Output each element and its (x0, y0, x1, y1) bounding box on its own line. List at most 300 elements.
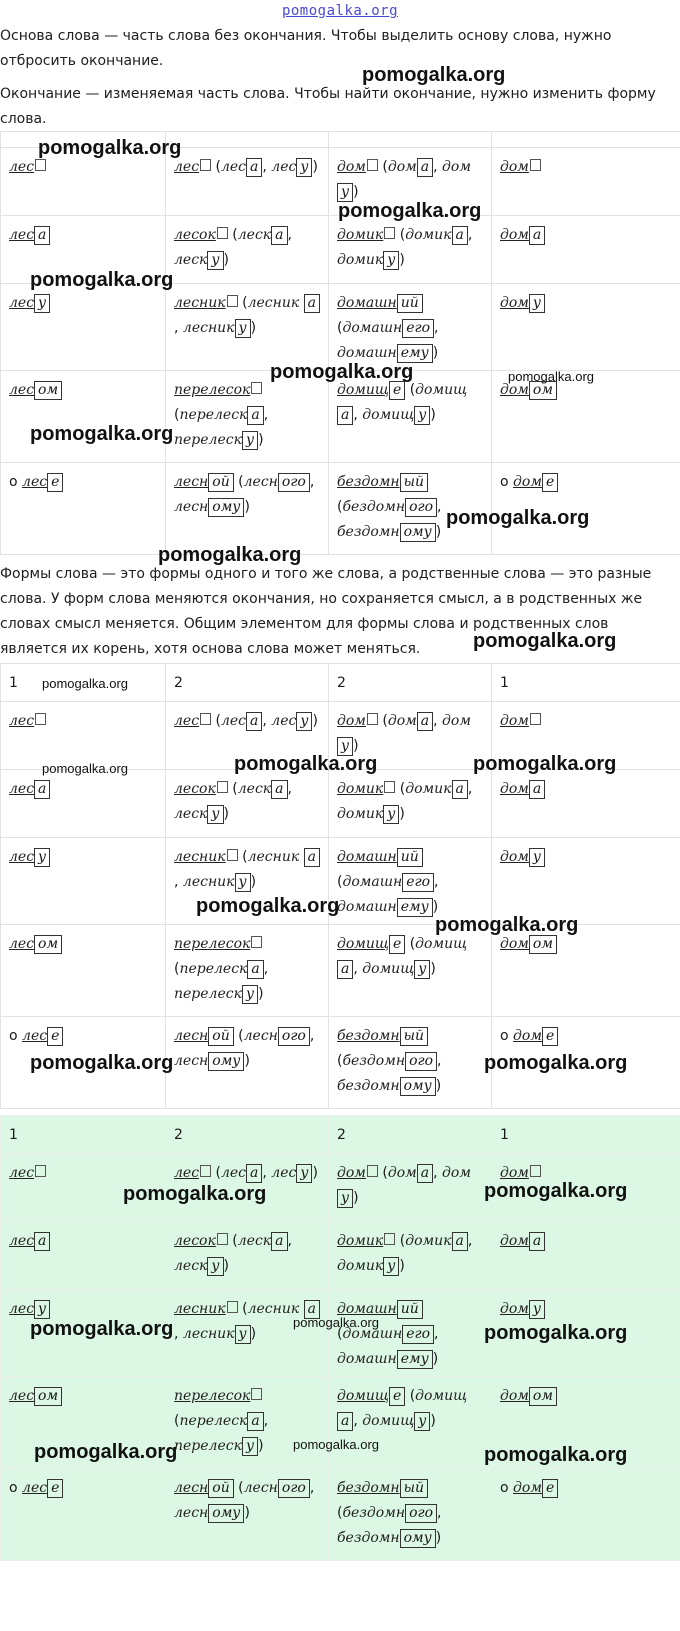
text: ) (432, 345, 439, 361)
word-table-2 (0, 663, 680, 1109)
table-cell (166, 284, 329, 371)
word-stem: лесник (182, 874, 235, 890)
watermark: pomogalka.org (270, 361, 414, 383)
text: , (174, 1326, 183, 1342)
zero-ending-box (217, 781, 228, 793)
ending-box: у (337, 737, 353, 756)
watermark: pomogalka.org (446, 507, 590, 529)
text: ) (430, 407, 436, 423)
table-cell (329, 770, 492, 838)
word-stem: домик (405, 1233, 452, 1249)
word-stem: лесок (174, 1233, 216, 1249)
table-row (1, 1222, 680, 1290)
word-stem: перелеск (179, 961, 248, 977)
text: ( (233, 1480, 244, 1496)
word-stem: дом (513, 474, 542, 490)
zero-ending-box (384, 227, 395, 239)
word-stem: лесник (247, 1301, 300, 1317)
ending-box: ему (397, 344, 433, 363)
word-stem: домищ (415, 1388, 468, 1404)
text: ) (399, 1258, 405, 1274)
text: ( (337, 499, 343, 515)
text: , (309, 474, 315, 490)
word-stem: домашн (342, 320, 403, 336)
text: ) (435, 1530, 442, 1546)
table-cell (166, 371, 329, 463)
ending-box: ом (34, 381, 62, 400)
word-stem: бездомн (342, 1505, 406, 1521)
zero-ending-box (200, 713, 211, 725)
ending-box: а (246, 158, 262, 177)
zero-ending-box (367, 1165, 378, 1177)
text: ( (227, 1233, 238, 1249)
watermark: pomogalka.org (30, 423, 174, 445)
text: , (434, 1326, 439, 1342)
text: ) (312, 713, 318, 729)
word-stem: лес (9, 295, 35, 311)
ending-box: у (337, 183, 353, 202)
ending-box: е (47, 1479, 63, 1498)
word-stem: перелесок (174, 936, 251, 952)
word-stem: лес (9, 227, 35, 243)
ending-box: у (235, 1325, 251, 1344)
word-stem: лесн (174, 1480, 209, 1496)
text: ) (435, 524, 442, 540)
table-cell (329, 1377, 492, 1469)
word-stem: перелеск (174, 1438, 242, 1454)
ending-box: у (414, 960, 430, 979)
watermark: pomogalka.org (484, 1444, 628, 1466)
zero-ending-box (227, 849, 238, 861)
text: , (174, 874, 183, 890)
ending-box: ому (208, 1504, 244, 1523)
table-row (1, 1469, 680, 1561)
word-stem: дом (442, 1165, 471, 1181)
text: , (467, 1233, 473, 1249)
table-cell (166, 463, 329, 555)
zero-ending-box (35, 1165, 46, 1177)
watermark: pomogalka.org (435, 914, 579, 936)
ending-box: ого (405, 1504, 437, 1523)
ending-box: у (242, 431, 258, 450)
ending-box: ого (278, 473, 310, 492)
header-cell: 1 (492, 664, 680, 702)
text: , (353, 1413, 363, 1429)
table-cell (166, 1017, 329, 1109)
text: , (437, 1053, 442, 1069)
text: ( (337, 874, 343, 890)
table-cell (1, 838, 166, 925)
zero-ending-box (35, 159, 46, 171)
text: ) (432, 1351, 439, 1367)
table-cell (166, 925, 329, 1017)
table-cell (166, 1290, 329, 1377)
text: ( (405, 382, 416, 398)
text: ) (244, 499, 250, 515)
table-cell (492, 148, 680, 216)
zero-ending-box (227, 295, 238, 307)
watermark: pomogalka.org (362, 64, 506, 86)
watermark: pomogalka.org (473, 630, 617, 652)
ending-box: ом (529, 381, 557, 400)
word-stem: леск (237, 1233, 272, 1249)
word-stem: лесн (174, 1505, 209, 1521)
table-cell (166, 770, 329, 838)
word-stem: лес (22, 1028, 48, 1044)
text: ( (211, 1165, 221, 1181)
word-stem: домик (337, 781, 384, 797)
table-cell (329, 371, 492, 463)
word-stem: домик (405, 227, 452, 243)
table-cell (166, 1222, 329, 1290)
zero-ending-box (530, 1165, 541, 1177)
ending-box: ый (400, 473, 428, 492)
word-stem: бездомн (337, 474, 400, 490)
ending-box: ого (405, 1052, 437, 1071)
ending-box: у (242, 985, 258, 1004)
word-stem: домашн (337, 1301, 397, 1317)
ending-box: у (414, 406, 430, 425)
word-stem: лесн (174, 1053, 209, 1069)
text: , (262, 159, 272, 175)
ending-box: ом (529, 1387, 557, 1406)
word-stem: леск (174, 1258, 208, 1274)
word-stem: домашн (342, 874, 403, 890)
text: ( (174, 1413, 180, 1429)
word-stem: домищ (337, 936, 389, 952)
word-stem: дом (500, 713, 529, 729)
text: , (467, 781, 473, 797)
word-stem: домик (337, 806, 384, 822)
table-cell (1, 770, 166, 838)
text: , (174, 320, 183, 336)
ending-box: а (246, 712, 262, 731)
zero-ending-box (200, 1165, 211, 1177)
word-stem: дом (500, 1165, 529, 1181)
word-stem: дом (500, 295, 529, 311)
word-stem: дом (500, 227, 529, 243)
word-stem: лесник (182, 1326, 235, 1342)
word-stem: дом (500, 382, 529, 398)
ending-box: а (452, 226, 468, 245)
word-stem: лес (174, 159, 200, 175)
prefix: о (9, 1028, 18, 1044)
word-stem: лес (9, 936, 35, 952)
word-stem: дом (500, 849, 529, 865)
ending-box: ий (397, 848, 423, 867)
text: , (353, 407, 363, 423)
text: , (353, 961, 363, 977)
word-stem: лесник (174, 849, 226, 865)
ending-box: у (529, 1300, 545, 1319)
zero-ending-box (367, 159, 378, 171)
zero-ending-box (200, 159, 211, 171)
ending-box: ого (405, 498, 437, 517)
table-cell (1, 702, 166, 770)
ending-box: е (542, 1479, 558, 1498)
table-row (1, 371, 680, 463)
ending-box: е (542, 1027, 558, 1046)
table-cell (492, 770, 680, 838)
word-stem: домашн (337, 345, 397, 361)
zero-ending-box (251, 1388, 262, 1400)
prefix: о (500, 1480, 509, 1496)
ending-box: е (389, 381, 405, 400)
table-cell (492, 216, 680, 284)
word-stem: лесн (243, 1480, 278, 1496)
ending-box: у (296, 1164, 312, 1183)
site-logo-text[interactable]: pomogalka.org (281, 3, 399, 19)
watermark: pomogalka.org (158, 544, 302, 566)
text: ) (250, 1326, 257, 1342)
zero-ending-box (384, 1233, 395, 1245)
word-stem: бездомн (342, 499, 406, 515)
ending-box: ему (397, 898, 433, 917)
text: ) (353, 184, 359, 200)
ending-box: а (271, 780, 287, 799)
ending-box: ый (400, 1479, 428, 1498)
ending-box: у (529, 848, 545, 867)
header-cell: 2 (329, 1116, 492, 1154)
ending-box: а (34, 780, 50, 799)
zero-ending-box (217, 227, 228, 239)
table-cell (1, 925, 166, 1017)
word-stem: лес (9, 1165, 35, 1181)
ending-box: а (304, 294, 320, 313)
ending-box: у (207, 251, 223, 270)
ending-box: у (34, 1300, 50, 1319)
ending-box: его (402, 1325, 434, 1344)
zero-ending-box (227, 1301, 238, 1313)
text: ( (377, 1165, 388, 1181)
ending-box: ого (278, 1479, 310, 1498)
zero-ending-box (217, 1233, 228, 1245)
text: ( (337, 1326, 343, 1342)
word-stem: лесн (243, 474, 278, 490)
word-stem: лес (271, 159, 297, 175)
word-stem: дом (337, 713, 366, 729)
word-stem: лес (220, 1165, 247, 1181)
ending-box: ому (400, 523, 436, 542)
table-row (1, 925, 680, 1017)
word-stem: дом (500, 781, 529, 797)
table-cell (1, 1469, 166, 1561)
text: ( (211, 713, 221, 729)
word-stem: домик (337, 252, 384, 268)
text: ) (223, 1258, 229, 1274)
ending-box: у (242, 1437, 258, 1456)
word-table-1 (0, 131, 680, 555)
ending-box: у (235, 873, 251, 892)
word-stem: дом (337, 159, 366, 175)
header-cell: 1 (492, 1116, 680, 1154)
ending-box: а (271, 226, 287, 245)
word-stem: леск (174, 252, 208, 268)
ending-box: а (529, 226, 545, 245)
zero-ending-box (530, 159, 541, 171)
text: ( (405, 936, 416, 952)
word-stem: бездомн (342, 1053, 406, 1069)
watermark: pomogalka.org (30, 269, 174, 291)
word-stem: бездомн (337, 1078, 400, 1094)
table-row (1, 284, 680, 371)
word-stem: дом (442, 713, 471, 729)
word-stem: перелеск (174, 986, 242, 1002)
text: ) (244, 1505, 250, 1521)
watermark: pomogalka.org (123, 1183, 267, 1205)
watermark: pomogalka.org (473, 753, 617, 775)
ending-box: а (417, 712, 433, 731)
ending-box: у (383, 251, 399, 270)
site-header (0, 0, 680, 22)
word-stem: лесок (174, 227, 216, 243)
ending-box: ом (529, 935, 557, 954)
ending-box: у (414, 1412, 430, 1431)
word-stem: лесн (174, 474, 209, 490)
zero-ending-box (251, 382, 262, 394)
watermark: pomogalka.org (42, 676, 128, 691)
text: ) (312, 159, 318, 175)
ending-box: е (389, 1387, 405, 1406)
word-stem: лесник (247, 849, 300, 865)
watermark: pomogalka.org (38, 137, 182, 159)
table-cell (329, 1222, 492, 1290)
ending-box: а (304, 848, 320, 867)
table-cell (492, 925, 680, 1017)
ending-box: а (34, 1232, 50, 1251)
text: ( (337, 1505, 343, 1521)
table-cell (1, 371, 166, 463)
table-cell (492, 1222, 680, 1290)
ending-box: у (337, 1189, 353, 1208)
header-cell: 2 (329, 664, 492, 702)
word-stem: домищ (362, 961, 415, 977)
word-stem: домик (337, 227, 384, 243)
ending-box: ому (208, 1052, 244, 1071)
table-cell (492, 284, 680, 371)
ending-box: ом (34, 1387, 62, 1406)
text: ) (250, 874, 257, 890)
ending-box: ому (400, 1529, 436, 1548)
ending-box: у (235, 319, 251, 338)
ending-box: ому (208, 498, 244, 517)
table-cell (329, 216, 492, 284)
text: ( (395, 227, 406, 243)
watermark: pomogalka.org (484, 1052, 628, 1074)
ending-box: а (246, 1164, 262, 1183)
watermark: pomogalka.org (30, 1052, 174, 1074)
table-cell (329, 1154, 492, 1222)
ending-box: у (207, 805, 223, 824)
text: ( (237, 1301, 248, 1317)
ending-box: ому (400, 1077, 436, 1096)
watermark: pomogalka.org (34, 1441, 178, 1463)
ending-box: а (417, 1164, 433, 1183)
watermark: pomogalka.org (196, 895, 340, 917)
text: , (433, 713, 443, 729)
text: , (434, 320, 439, 336)
text: , (434, 874, 439, 890)
ending-box: ий (397, 1300, 423, 1319)
word-stem: дом (387, 1165, 417, 1181)
ending-box: у (529, 294, 545, 313)
text: ( (237, 295, 248, 311)
word-stem: домищ (337, 382, 389, 398)
word-stem: домашн (337, 1351, 397, 1367)
prefix: о (9, 474, 18, 490)
word-stem: лес (9, 159, 35, 175)
word-stem: домашн (337, 295, 397, 311)
zero-ending-box (367, 713, 378, 725)
ending-box: у (383, 1257, 399, 1276)
word-stem: домик (405, 781, 452, 797)
word-stem: лесн (243, 1028, 278, 1044)
word-stem: лесок (174, 781, 216, 797)
ending-box: е (47, 473, 63, 492)
word-stem: домищ (415, 382, 468, 398)
ending-box: а (247, 406, 263, 425)
text: ( (337, 1053, 343, 1069)
text: ( (237, 849, 248, 865)
text: , (287, 1233, 292, 1249)
prefix: о (500, 1028, 509, 1044)
word-stem: леск (237, 781, 272, 797)
ending-box: а (34, 226, 50, 245)
text: , (437, 1505, 442, 1521)
text: ( (227, 781, 238, 797)
watermark: pomogalka.org (484, 1180, 628, 1202)
table-cell (166, 216, 329, 284)
word-stem: перелеск (179, 407, 248, 423)
text: , (263, 407, 269, 423)
word-stem: лес (9, 849, 35, 865)
paragraph-forms: Формы слова — это формы одного и того же слова, а родственные слова — это разные слова. У форм слова меняются окончания, но сохраняется смысл, а в родственных же словах смысл меняется. Общим элементом для формы слова и родственных слов является их корень, хотя основа слова может меняться. (0, 566, 652, 657)
word-stem: домищ (415, 936, 468, 952)
table-cell (1, 463, 166, 555)
text: ) (223, 806, 229, 822)
word-stem: лес (9, 382, 35, 398)
text: , (262, 713, 272, 729)
prefix: о (9, 1480, 18, 1496)
text: , (263, 961, 269, 977)
ending-box: а (452, 1232, 468, 1251)
word-stem: бездомн (337, 1028, 400, 1044)
word-stem: дом (513, 1028, 542, 1044)
text: ) (430, 961, 436, 977)
watermark: pomogalka.org (484, 1322, 628, 1344)
table-cell (492, 371, 680, 463)
word-stem: дом (442, 159, 471, 175)
word-stem: домашн (337, 849, 397, 865)
word-stem: дом (500, 1388, 529, 1404)
word-stem: лес (22, 1480, 48, 1496)
word-stem: лес (271, 1165, 297, 1181)
text: , (433, 1165, 443, 1181)
ending-box: а (247, 1412, 263, 1431)
word-stem: леск (237, 227, 272, 243)
word-stem: лесник (174, 295, 226, 311)
text: ) (223, 252, 229, 268)
watermark: pomogalka.org (338, 200, 482, 222)
text: ( (405, 1388, 416, 1404)
ending-box: а (417, 158, 433, 177)
word-stem: перелесок (174, 382, 251, 398)
word-stem: лесник (247, 295, 300, 311)
text: ( (233, 474, 244, 490)
ending-box: ой (208, 473, 233, 492)
text: ( (337, 320, 343, 336)
word-stem: лес (9, 1388, 35, 1404)
